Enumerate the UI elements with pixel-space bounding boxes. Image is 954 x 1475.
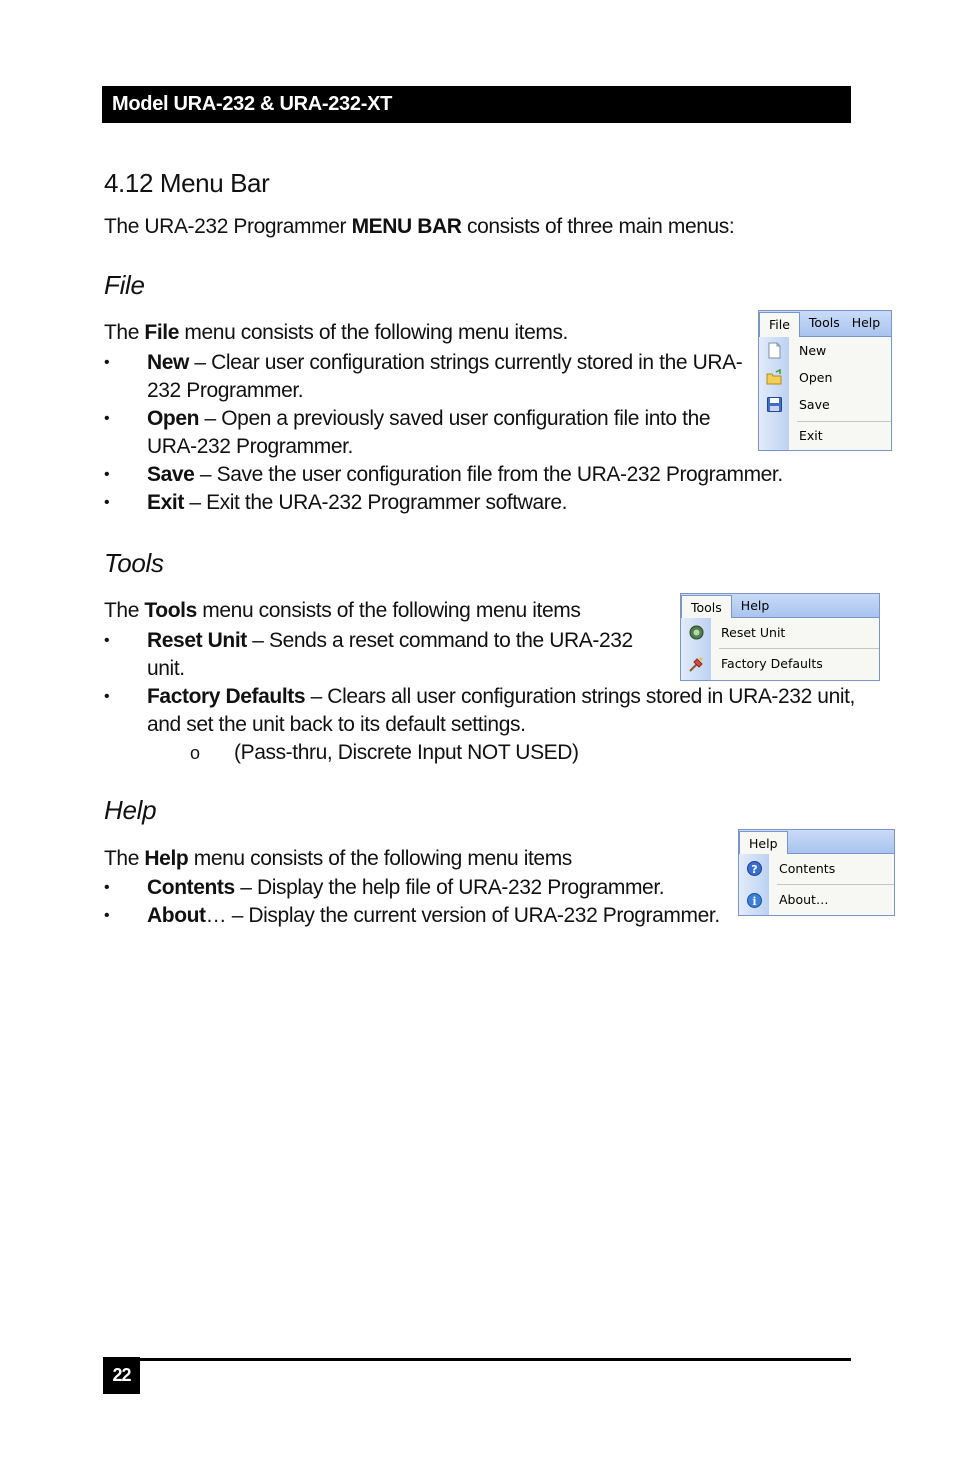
list-item: • Reset Unit – Sends a reset command to the URA-232 unit.	[104, 629, 633, 680]
menu-help: Help	[740, 598, 770, 613]
menu-item-factory-defaults: Factory Defaults	[681, 649, 879, 679]
open-folder-icon	[766, 369, 783, 386]
list-item: • Open – Open a previously saved user configuration file into the URA-232 Programmer.	[104, 407, 711, 458]
info-icon	[746, 892, 763, 909]
menu-help: Help	[851, 315, 881, 330]
menu-bar	[739, 830, 894, 854]
menu-file: File	[759, 312, 800, 337]
menu-item-new: New	[759, 337, 891, 364]
help-bullet-list	[104, 874, 724, 930]
footer-rule	[140, 1358, 851, 1361]
section-intro: The URA-232 Programmer MENU BAR consists of three main menus:	[104, 215, 735, 238]
svg-text:i: i	[752, 895, 757, 908]
menu-item-open: Open	[759, 364, 891, 391]
menu-item-about: i About…	[739, 885, 894, 915]
menu-item-reset-unit: Reset Unit	[681, 618, 879, 648]
header-title: Model URA-232 & URA-232-XT	[112, 93, 393, 115]
menu-bar	[681, 594, 879, 618]
list-item: • Save – Save the user configuration file from the URA-232 Programmer.	[104, 463, 783, 486]
list-item: • Factory Defaults – Clears all user configuration strings stored in URA-232 unit, and set the unit back to its default settings.	[104, 685, 855, 736]
file-bullet-list	[104, 349, 783, 517]
tools-sub-bullet: o (Pass-thru, Discrete Input NOT USED)	[190, 741, 579, 764]
document-header-bar	[102, 86, 851, 123]
list-item: • About… – Display the current version of URA-232 Programmer.	[104, 904, 720, 927]
file-heading: File	[104, 270, 145, 300]
new-document-icon	[766, 342, 783, 359]
file-menu-screenshot	[758, 310, 892, 451]
help-intro: The Help menu consists of the following menu items	[104, 847, 572, 870]
factory-defaults-icon	[688, 656, 705, 673]
tools-heading: Tools	[104, 548, 164, 578]
svg-text:?: ?	[751, 863, 758, 876]
reset-icon	[688, 624, 705, 641]
menu-help: Help	[739, 831, 788, 854]
help-menu-screenshot	[738, 829, 895, 916]
page-number: 22	[103, 1357, 140, 1394]
menu-item-contents: ? Contents	[739, 854, 894, 884]
menu-item-save: Save	[759, 391, 891, 418]
help-question-icon	[746, 860, 763, 877]
help-heading: Help	[104, 795, 157, 825]
menu-item-exit: Exit	[799, 428, 823, 443]
menu-tools: Tools	[681, 595, 732, 618]
menu-tools: Tools	[808, 315, 840, 330]
file-intro: The File menu consists of the following menu items.	[104, 321, 568, 344]
tools-intro: The Tools menu consists of the following menu items	[104, 599, 581, 622]
section-title: 4.12 Menu Bar	[104, 168, 270, 198]
list-item: • Exit – Exit the URA-232 Programmer software.	[104, 491, 568, 514]
list-item: • Contents – Display the help file of URA-232 Programmer.	[104, 876, 665, 899]
tools-menu-screenshot	[680, 593, 880, 681]
menu-bar	[759, 311, 891, 337]
floppy-disk-icon	[766, 396, 783, 413]
list-item: • New – Clear user configuration strings currently stored in the URA- 232 Programmer.	[104, 351, 743, 402]
